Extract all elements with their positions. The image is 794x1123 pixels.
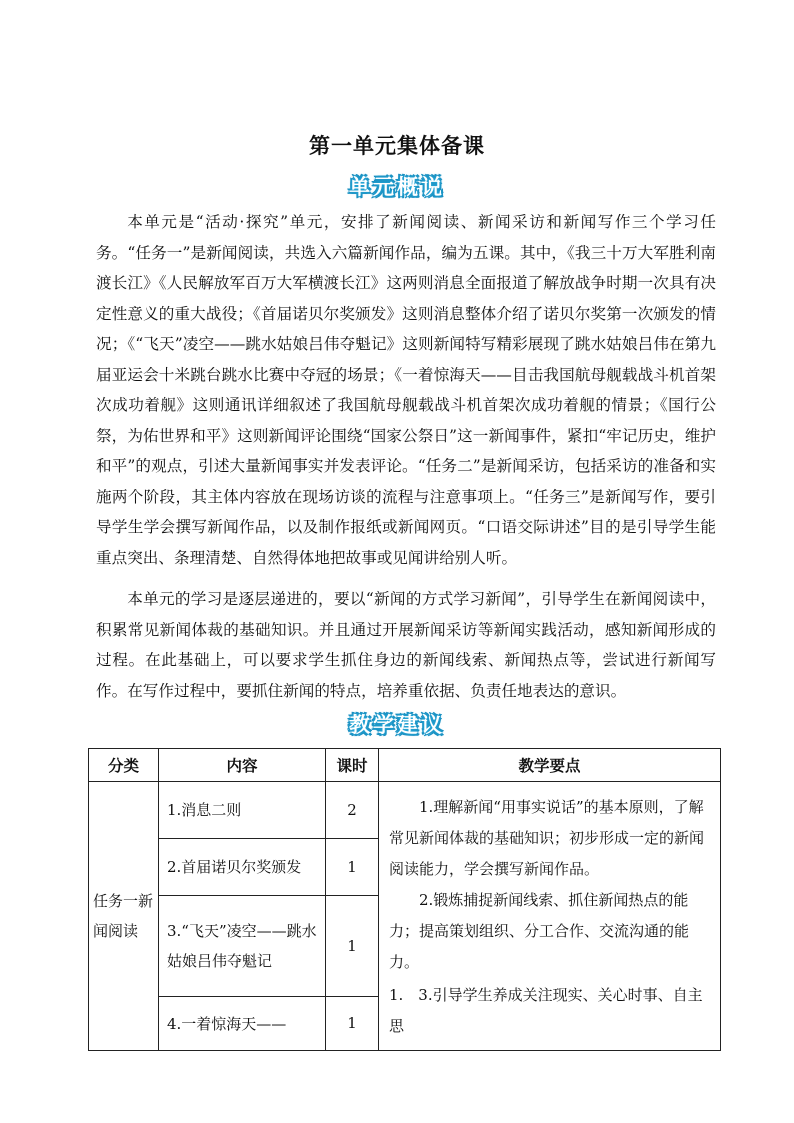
content-cell: 3.“飞天”凌空——跳水姑娘吕伟夺魁记 xyxy=(159,896,326,997)
category-cell: 任务一新闻阅读 xyxy=(89,782,159,1051)
content-cell: 1.消息二则 xyxy=(159,782,326,839)
key-point: 1. 3.引导学生养成关注现实、关心时事、自主思 xyxy=(389,986,703,1035)
paragraph-text: 本单元是“活动·探究”单元，安排了新闻阅读、新闻采访和新闻写作三个学习任务。“任务一”是新闻阅读，共选入六篇新闻作品，编为五课。其中，《我三十万大军胜利南渡长江》《人民解放军百万大军横渡长江》这两则消息全面报道了解放战争时期一次具有决定性意义的重大战役；《首届诺贝尔奖颁发》这则消息整体介绍了诺贝尔奖第一次颁发的情况；《“飞天”凌空——跳水姑娘吕伟夺魁记》这则新闻特写精彩展现了跳水姑娘吕伟在第九届亚运会十米跳台跳水比赛中夺冠的场景；《一着惊海天——目击我国航母舰载战斗机首架次成功着舰》这则通讯详细叙述了我国航母舰载战斗机首架次成功着舰的情景；《国行公祭，为佑世界和平》这则新闻评论围绕“国家公祭日”这一新闻事件，紧扣“牢记历史，维护和平”的观点，引述大量新闻事实并发表评论。“任务二”是新闻采访，包括采访的准备和实施两个阶段，其主体内容放在现场访谈的流程与注意事项上。“任务三”是新闻写作，要引导学生学会撰写新闻作品，以及制作报纸或新闻网页。“口语交际讲述”目的是引导学生能重点突出、条理清楚、自然得体地把故事或见闻讲给别人听。 xyxy=(96,213,716,567)
table-header-row xyxy=(89,749,721,782)
teaching-plan-table xyxy=(88,748,721,1051)
header-hours: 课时 xyxy=(326,749,379,782)
overview-paragraph-2 xyxy=(96,584,716,706)
banner-label: 教学建议 xyxy=(349,712,445,737)
table-row xyxy=(89,782,721,839)
content-cell xyxy=(159,996,326,1050)
key-points-cell xyxy=(379,782,721,1051)
paragraph-text: 本单元的学习是逐层递进的，要以“新闻的方式学习新闻”，引导学生在新闻阅读中，积累常见新闻体裁的基础知识。并且通过开展新闻采访等新闻实践活动，感知新闻形成的过程。在此基础上，可以要求学生抓住身边的新闻线索、新闻热点等，尝试进行新闻写作。在写作过程中，要抓住新闻的特点，培养重依据、负责任地表达的意识。 xyxy=(96,590,716,700)
section-banner-overview xyxy=(0,170,794,204)
content-text: 4.一着惊海天—— xyxy=(167,1015,287,1034)
key-point: 2.锻炼捕捉新闻线索、抓住新闻热点的能力；提高策划组织、分工合作、交流沟通的能力。 xyxy=(389,891,690,971)
section-banner-teaching xyxy=(0,708,794,742)
page-title: 第一单元集体备课 xyxy=(309,133,485,158)
content-cell: 2.首届诺贝尔奖颁发 xyxy=(159,839,326,896)
hours-cell: 1 xyxy=(326,896,379,997)
overview-paragraph-1 xyxy=(96,207,716,573)
header-category: 分类 xyxy=(89,749,159,782)
hours-cell: 1 xyxy=(326,996,379,1050)
hours-cell: 2 xyxy=(326,782,379,839)
header-key-points: 教学要点 xyxy=(379,749,721,782)
banner-label: 单元概说 xyxy=(349,174,445,199)
hours-cell: 1 xyxy=(326,839,379,896)
header-content: 内容 xyxy=(159,749,326,782)
key-point: 1.理解新闻“用事实说话”的基本原则，了解常见新闻体裁的基础知识；初步形成一定的新闻阅读能力，学会撰写新闻作品。 xyxy=(389,798,705,878)
